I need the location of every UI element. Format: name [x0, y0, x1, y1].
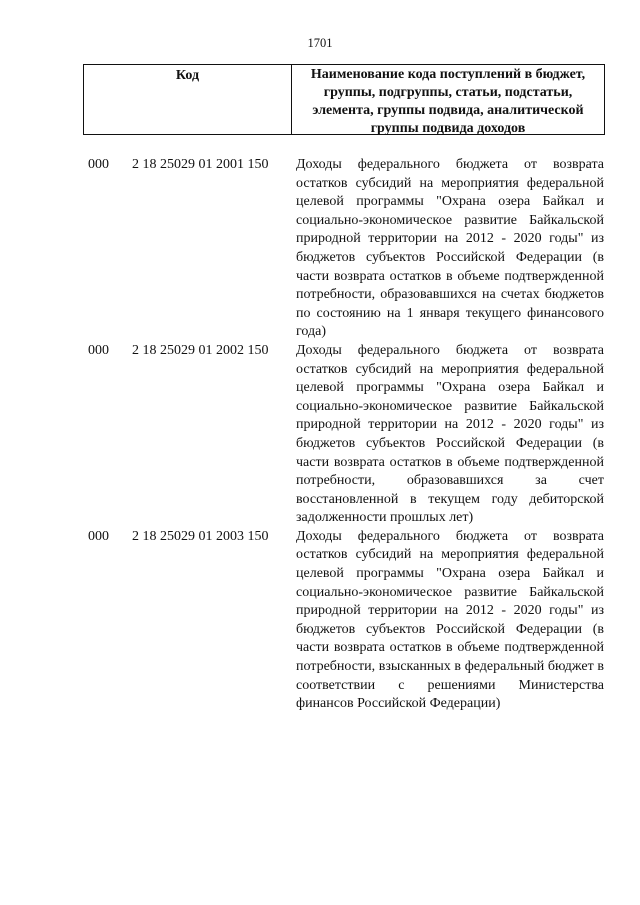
income-description: Доходы федерального бюджета от возврата остатков субсидий на мероприятия федеральной целевой программы "Охрана озера Байкал и социально-экономическое развитие Байкальской природной территории на 2012 - 2020 годы" из бюджетов субъектов Российской Федерации (в части возврата остатков в объеме подтвержденной потребности, образовавшихся на счетах бюджетов по состоянию на 1 января текущего финансового года): [296, 157, 604, 340]
income-code: 2 18 25029 01 2002 150: [132, 342, 269, 358]
income-code: 2 18 25029 01 2003 150: [132, 528, 269, 544]
income-description: Доходы федерального бюджета от возврата остатков субсидий на мероприятия федеральной целевой программы "Охрана озера Байкал и социально-экономическое развитие Байкальской природной территории на 2012 - 2020 годы" из бюджетов субъектов Российской Федерации (в части возврата остатков в объеме подтвержденной потребности, образовавшихся за счет восстановленной в текущем году дебиторской задолженности прошлых лет): [296, 342, 604, 526]
table-row: [88, 528, 608, 714]
income-code: 2 18 25029 01 2001 150: [132, 157, 269, 172]
column-header-name: Наименование кода поступлений в бюджет, группы, подгруппы, статьи, подстатьи, элемента, группы подвида, аналитической группы подвида доходов: [310, 67, 586, 136]
income-description: Доходы федерального бюджета от возврата остатков субсидий на мероприятия федеральной целевой программы "Охрана озера Байкал и социально-экономическое развитие Байкальской природной территории на 2012 - 2020 годы" из бюджетов субъектов Российской Федерации (в части возврата остатков в объеме подтвержденной потребности, взысканных в федеральный бюджет в соответствии с решениями Министерства финансов Российской Федерации): [296, 528, 604, 712]
admin-code: 000: [88, 528, 109, 544]
column-header-code: Код: [84, 65, 292, 134]
table-body: [88, 156, 608, 714]
table-row: [88, 156, 608, 342]
table-header: [83, 64, 605, 135]
page-number: 1701: [307, 36, 333, 50]
table-row: [88, 342, 608, 528]
admin-code: 000: [88, 157, 109, 172]
admin-code: 000: [88, 342, 109, 358]
